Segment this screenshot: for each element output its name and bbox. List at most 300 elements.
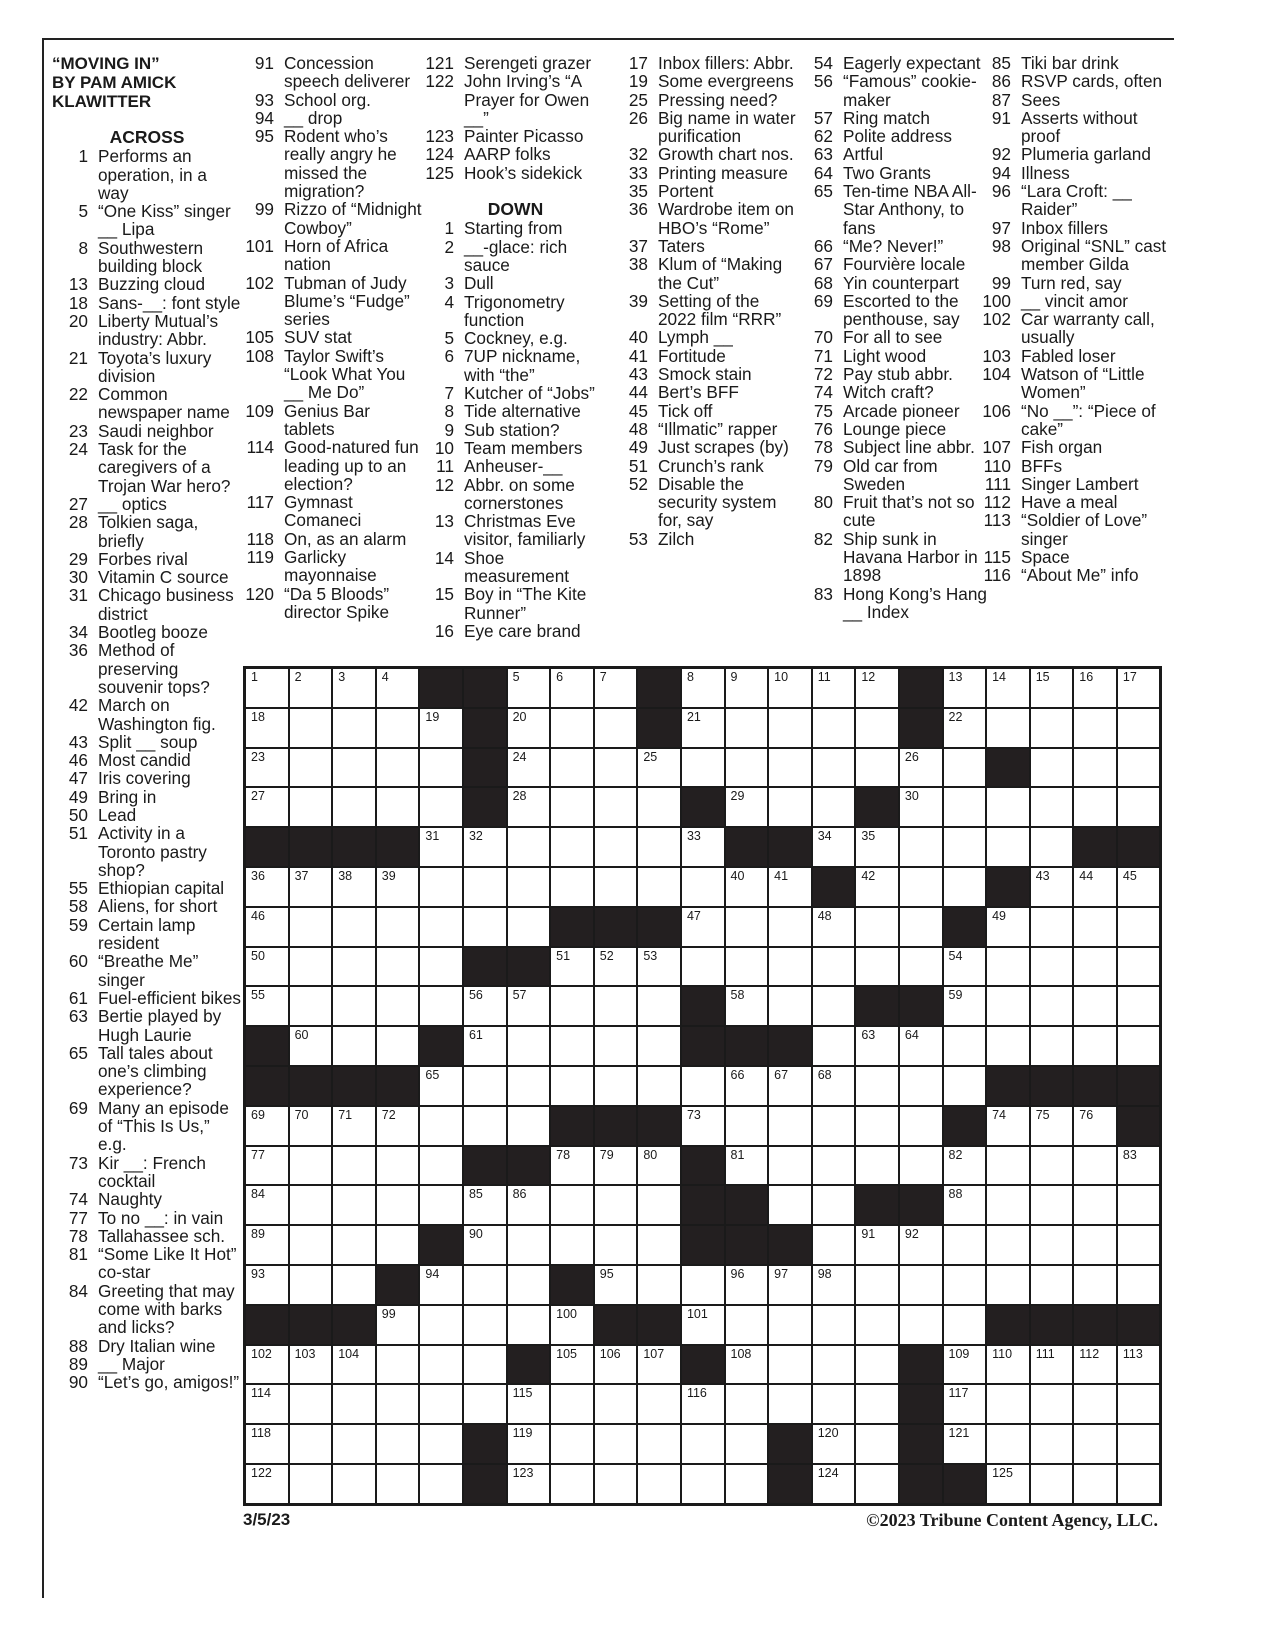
grid-cell[interactable] [637, 986, 681, 1026]
grid-cell[interactable] [245, 1464, 289, 1504]
grid-cell[interactable] [1030, 1106, 1074, 1146]
grid-cell[interactable] [899, 1305, 943, 1345]
grid-cell[interactable] [332, 947, 376, 987]
grid-cell[interactable] [855, 1106, 899, 1146]
grid-cell[interactable] [245, 1345, 289, 1385]
grid-cell[interactable] [943, 1265, 987, 1305]
grid-cell[interactable] [855, 1464, 899, 1504]
grid-cell[interactable] [463, 1026, 507, 1066]
grid-cell[interactable] [245, 1424, 289, 1464]
grid-cell[interactable] [725, 1265, 769, 1305]
grid-cell[interactable] [1117, 1146, 1161, 1186]
grid-cell[interactable] [507, 1384, 551, 1424]
grid-cell[interactable] [812, 986, 856, 1026]
grid-cell[interactable] [986, 1106, 1030, 1146]
grid-cell[interactable] [289, 986, 333, 1026]
grid-cell[interactable] [1073, 1345, 1117, 1385]
grid-cell[interactable] [681, 708, 725, 748]
grid-cell[interactable] [289, 947, 333, 987]
grid-cell[interactable] [899, 1265, 943, 1305]
grid-cell[interactable] [899, 1066, 943, 1106]
grid-cell[interactable] [245, 986, 289, 1026]
grid-cell[interactable] [1117, 748, 1161, 788]
grid-cell[interactable] [986, 907, 1030, 947]
grid-cell[interactable] [1117, 986, 1161, 1026]
grid-cell[interactable] [855, 827, 899, 867]
grid-cell[interactable] [594, 986, 638, 1026]
grid-cell[interactable] [507, 1424, 551, 1464]
grid-cell[interactable] [550, 1185, 594, 1225]
grid-cell[interactable] [1030, 867, 1074, 907]
grid-cell[interactable] [725, 986, 769, 1026]
grid-cell[interactable] [812, 907, 856, 947]
grid-cell[interactable] [419, 1384, 463, 1424]
grid-cell[interactable] [507, 1106, 551, 1146]
grid-cell[interactable] [594, 708, 638, 748]
grid-cell[interactable] [855, 1225, 899, 1265]
grid-cell[interactable] [376, 1146, 420, 1186]
grid-cell[interactable] [332, 1185, 376, 1225]
grid-cell[interactable] [855, 1384, 899, 1424]
grid-cell[interactable] [899, 1026, 943, 1066]
grid-cell[interactable] [550, 1305, 594, 1345]
grid-cell[interactable] [986, 1265, 1030, 1305]
grid-cell[interactable] [419, 907, 463, 947]
grid-cell[interactable] [245, 748, 289, 788]
grid-cell[interactable] [1030, 1464, 1074, 1504]
grid-cell[interactable] [507, 1265, 551, 1305]
grid-cell[interactable] [899, 787, 943, 827]
grid-cell[interactable] [1030, 1424, 1074, 1464]
grid-cell[interactable] [725, 1066, 769, 1106]
grid-cell[interactable] [725, 1305, 769, 1345]
grid-cell[interactable] [1073, 867, 1117, 907]
grid-cell[interactable] [1117, 708, 1161, 748]
grid-cell[interactable] [855, 867, 899, 907]
grid-cell[interactable] [376, 787, 420, 827]
grid-cell[interactable] [1117, 947, 1161, 987]
grid-cell[interactable] [289, 1464, 333, 1504]
grid-cell[interactable] [550, 1345, 594, 1385]
grid-cell[interactable] [725, 907, 769, 947]
grid-cell[interactable] [507, 668, 551, 708]
grid-cell[interactable] [681, 1464, 725, 1504]
grid-cell[interactable] [986, 708, 1030, 748]
grid-cell[interactable] [245, 708, 289, 748]
grid-cell[interactable] [289, 1345, 333, 1385]
grid-cell[interactable] [637, 827, 681, 867]
grid-cell[interactable] [289, 867, 333, 907]
grid-cell[interactable] [943, 748, 987, 788]
grid-cell[interactable] [419, 986, 463, 1026]
grid-cell[interactable] [245, 867, 289, 907]
grid-cell[interactable] [943, 1066, 987, 1106]
grid-cell[interactable] [376, 1345, 420, 1385]
grid-cell[interactable] [376, 867, 420, 907]
grid-cell[interactable] [812, 1106, 856, 1146]
grid-cell[interactable] [1030, 1225, 1074, 1265]
grid-cell[interactable] [594, 947, 638, 987]
grid-cell[interactable] [899, 1146, 943, 1186]
grid-cell[interactable] [768, 907, 812, 947]
grid-cell[interactable] [1117, 1185, 1161, 1225]
grid-cell[interactable] [855, 1265, 899, 1305]
grid-cell[interactable] [681, 1424, 725, 1464]
grid-cell[interactable] [550, 986, 594, 1026]
grid-cell[interactable] [245, 1106, 289, 1146]
grid-cell[interactable] [943, 1146, 987, 1186]
grid-cell[interactable] [812, 1345, 856, 1385]
grid-cell[interactable] [768, 708, 812, 748]
grid-cell[interactable] [637, 867, 681, 907]
grid-cell[interactable] [289, 1384, 333, 1424]
grid-cell[interactable] [1030, 827, 1074, 867]
grid-cell[interactable] [376, 1185, 420, 1225]
grid-cell[interactable] [332, 1384, 376, 1424]
grid-cell[interactable] [1073, 787, 1117, 827]
grid-cell[interactable] [899, 827, 943, 867]
grid-cell[interactable] [812, 1146, 856, 1186]
grid-cell[interactable] [943, 1305, 987, 1345]
grid-cell[interactable] [419, 1305, 463, 1345]
grid-cell[interactable] [1030, 1265, 1074, 1305]
grid-cell[interactable] [332, 907, 376, 947]
grid-cell[interactable] [332, 1225, 376, 1265]
grid-cell[interactable] [943, 787, 987, 827]
grid-cell[interactable] [419, 1424, 463, 1464]
grid-cell[interactable] [681, 1265, 725, 1305]
grid-cell[interactable] [1030, 748, 1074, 788]
grid-cell[interactable] [725, 1106, 769, 1146]
grid-cell[interactable] [1073, 1225, 1117, 1265]
grid-cell[interactable] [289, 1185, 333, 1225]
grid-cell[interactable] [1030, 986, 1074, 1026]
grid-cell[interactable] [507, 748, 551, 788]
grid-cell[interactable] [289, 907, 333, 947]
grid-cell[interactable] [1073, 947, 1117, 987]
grid-cell[interactable] [463, 1265, 507, 1305]
grid-cell[interactable] [419, 827, 463, 867]
grid-cell[interactable] [637, 787, 681, 827]
grid-cell[interactable] [1117, 867, 1161, 907]
grid-cell[interactable] [812, 1424, 856, 1464]
grid-cell[interactable] [812, 748, 856, 788]
grid-cell[interactable] [507, 708, 551, 748]
grid-cell[interactable] [986, 1464, 1030, 1504]
grid-cell[interactable] [419, 1265, 463, 1305]
grid-cell[interactable] [1073, 668, 1117, 708]
grid-cell[interactable] [637, 748, 681, 788]
grid-cell[interactable] [681, 1384, 725, 1424]
grid-cell[interactable] [245, 907, 289, 947]
grid-cell[interactable] [507, 1305, 551, 1345]
grid-cell[interactable] [855, 1424, 899, 1464]
grid-cell[interactable] [376, 1026, 420, 1066]
grid-cell[interactable] [725, 1384, 769, 1424]
grid-cell[interactable] [812, 1265, 856, 1305]
grid-cell[interactable] [332, 986, 376, 1026]
grid-cell[interactable] [289, 1106, 333, 1146]
grid-cell[interactable] [725, 787, 769, 827]
grid-cell[interactable] [507, 1464, 551, 1504]
grid-cell[interactable] [986, 986, 1030, 1026]
grid-cell[interactable] [812, 947, 856, 987]
grid-cell[interactable] [245, 1384, 289, 1424]
grid-cell[interactable] [332, 668, 376, 708]
grid-cell[interactable] [1117, 1424, 1161, 1464]
grid-cell[interactable] [768, 1384, 812, 1424]
grid-cell[interactable] [812, 1384, 856, 1424]
grid-cell[interactable] [376, 748, 420, 788]
grid-cell[interactable] [1030, 1146, 1074, 1186]
grid-cell[interactable] [812, 708, 856, 748]
grid-cell[interactable] [943, 1026, 987, 1066]
grid-cell[interactable] [419, 1464, 463, 1504]
grid-cell[interactable] [419, 748, 463, 788]
grid-cell[interactable] [637, 1225, 681, 1265]
grid-cell[interactable] [637, 1345, 681, 1385]
grid-cell[interactable] [376, 986, 420, 1026]
grid-cell[interactable] [725, 1345, 769, 1385]
grid-cell[interactable] [768, 787, 812, 827]
grid-cell[interactable] [725, 748, 769, 788]
grid-cell[interactable] [855, 1345, 899, 1385]
grid-cell[interactable] [594, 1345, 638, 1385]
grid-cell[interactable] [419, 1066, 463, 1106]
grid-cell[interactable] [1073, 986, 1117, 1026]
grid-cell[interactable] [594, 1384, 638, 1424]
grid-cell[interactable] [332, 867, 376, 907]
grid-cell[interactable] [943, 827, 987, 867]
grid-cell[interactable] [1117, 1345, 1161, 1385]
grid-cell[interactable] [332, 1345, 376, 1385]
grid-cell[interactable] [1073, 907, 1117, 947]
grid-cell[interactable] [1117, 1265, 1161, 1305]
grid-cell[interactable] [419, 787, 463, 827]
grid-cell[interactable] [245, 1265, 289, 1305]
grid-cell[interactable] [812, 1225, 856, 1265]
grid-cell[interactable] [463, 827, 507, 867]
grid-cell[interactable] [681, 1305, 725, 1345]
grid-cell[interactable] [245, 1225, 289, 1265]
grid-cell[interactable] [289, 748, 333, 788]
grid-cell[interactable] [725, 708, 769, 748]
grid-cell[interactable] [1030, 1185, 1074, 1225]
grid-cell[interactable] [463, 867, 507, 907]
grid-cell[interactable] [768, 1185, 812, 1225]
grid-cell[interactable] [899, 947, 943, 987]
grid-cell[interactable] [768, 1066, 812, 1106]
grid-cell[interactable] [550, 867, 594, 907]
grid-cell[interactable] [1117, 1384, 1161, 1424]
grid-cell[interactable] [376, 1464, 420, 1504]
grid-cell[interactable] [332, 1146, 376, 1186]
grid-cell[interactable] [986, 668, 1030, 708]
grid-cell[interactable] [855, 947, 899, 987]
grid-cell[interactable] [332, 1106, 376, 1146]
grid-cell[interactable] [637, 1185, 681, 1225]
grid-cell[interactable] [1030, 787, 1074, 827]
grid-cell[interactable] [1117, 787, 1161, 827]
grid-cell[interactable] [725, 1464, 769, 1504]
grid-cell[interactable] [768, 1345, 812, 1385]
grid-cell[interactable] [550, 947, 594, 987]
grid-cell[interactable] [376, 1384, 420, 1424]
grid-cell[interactable] [594, 827, 638, 867]
grid-cell[interactable] [507, 867, 551, 907]
grid-cell[interactable] [463, 986, 507, 1026]
grid-cell[interactable] [550, 1026, 594, 1066]
grid-cell[interactable] [986, 1185, 1030, 1225]
grid-cell[interactable] [943, 1384, 987, 1424]
grid-cell[interactable] [1073, 1106, 1117, 1146]
grid-cell[interactable] [550, 827, 594, 867]
grid-cell[interactable] [681, 907, 725, 947]
grid-cell[interactable] [507, 827, 551, 867]
grid-cell[interactable] [943, 668, 987, 708]
grid-cell[interactable] [550, 708, 594, 748]
grid-cell[interactable] [768, 1106, 812, 1146]
grid-cell[interactable] [637, 947, 681, 987]
grid-cell[interactable] [1117, 1464, 1161, 1504]
grid-cell[interactable] [289, 1146, 333, 1186]
grid-cell[interactable] [1073, 1464, 1117, 1504]
grid-cell[interactable] [289, 1026, 333, 1066]
grid-cell[interactable] [594, 1225, 638, 1265]
grid-cell[interactable] [463, 1345, 507, 1385]
grid-cell[interactable] [768, 867, 812, 907]
grid-cell[interactable] [768, 668, 812, 708]
grid-cell[interactable] [637, 1265, 681, 1305]
grid-cell[interactable] [332, 1265, 376, 1305]
grid-cell[interactable] [1117, 668, 1161, 708]
grid-cell[interactable] [637, 1146, 681, 1186]
grid-cell[interactable] [594, 668, 638, 708]
grid-cell[interactable] [855, 1066, 899, 1106]
grid-cell[interactable] [1117, 907, 1161, 947]
grid-cell[interactable] [812, 1305, 856, 1345]
grid-cell[interactable] [812, 1066, 856, 1106]
grid-cell[interactable] [855, 1305, 899, 1345]
grid-cell[interactable] [943, 986, 987, 1026]
grid-cell[interactable] [943, 1424, 987, 1464]
grid-cell[interactable] [594, 1424, 638, 1464]
grid-cell[interactable] [463, 1305, 507, 1345]
grid-cell[interactable] [463, 907, 507, 947]
grid-cell[interactable] [812, 827, 856, 867]
grid-cell[interactable] [376, 1305, 420, 1345]
grid-cell[interactable] [768, 1265, 812, 1305]
grid-cell[interactable] [1073, 1185, 1117, 1225]
grid-cell[interactable] [594, 1066, 638, 1106]
grid-cell[interactable] [681, 1106, 725, 1146]
grid-cell[interactable] [332, 787, 376, 827]
grid-cell[interactable] [507, 907, 551, 947]
grid-cell[interactable] [943, 708, 987, 748]
grid-cell[interactable] [899, 867, 943, 907]
grid-cell[interactable] [376, 1225, 420, 1265]
grid-cell[interactable] [812, 1026, 856, 1066]
grid-cell[interactable] [637, 1026, 681, 1066]
grid-cell[interactable] [289, 1265, 333, 1305]
grid-cell[interactable] [376, 708, 420, 748]
grid-cell[interactable] [768, 748, 812, 788]
grid-cell[interactable] [550, 787, 594, 827]
grid-cell[interactable] [1030, 1026, 1074, 1066]
grid-cell[interactable] [376, 947, 420, 987]
grid-cell[interactable] [332, 708, 376, 748]
grid-cell[interactable] [943, 947, 987, 987]
grid-cell[interactable] [1073, 1026, 1117, 1066]
grid-cell[interactable] [289, 787, 333, 827]
grid-cell[interactable] [986, 1026, 1030, 1066]
grid-cell[interactable] [332, 1424, 376, 1464]
grid-cell[interactable] [594, 1265, 638, 1305]
grid-cell[interactable] [507, 1026, 551, 1066]
grid-cell[interactable] [1030, 708, 1074, 748]
grid-cell[interactable] [507, 787, 551, 827]
grid-cell[interactable] [899, 907, 943, 947]
grid-cell[interactable] [899, 1225, 943, 1265]
grid-cell[interactable] [943, 1225, 987, 1265]
grid-cell[interactable] [637, 1424, 681, 1464]
grid-cell[interactable] [550, 748, 594, 788]
grid-cell[interactable] [550, 668, 594, 708]
grid-cell[interactable] [245, 668, 289, 708]
grid-cell[interactable] [943, 1185, 987, 1225]
grid-cell[interactable] [855, 748, 899, 788]
grid-cell[interactable] [812, 787, 856, 827]
grid-cell[interactable] [986, 947, 1030, 987]
grid-cell[interactable] [507, 1185, 551, 1225]
grid-cell[interactable] [637, 1066, 681, 1106]
grid-cell[interactable] [463, 1066, 507, 1106]
grid-cell[interactable] [1073, 1424, 1117, 1464]
grid-cell[interactable] [245, 1185, 289, 1225]
grid-cell[interactable] [899, 748, 943, 788]
grid-cell[interactable] [594, 748, 638, 788]
grid-cell[interactable] [419, 708, 463, 748]
grid-cell[interactable] [986, 1146, 1030, 1186]
grid-cell[interactable] [594, 867, 638, 907]
grid-cell[interactable] [419, 1345, 463, 1385]
grid-cell[interactable] [768, 1146, 812, 1186]
grid-cell[interactable] [550, 1066, 594, 1106]
grid-cell[interactable] [812, 1464, 856, 1504]
grid-cell[interactable] [768, 947, 812, 987]
grid-cell[interactable] [594, 1146, 638, 1186]
grid-cell[interactable] [376, 907, 420, 947]
grid-cell[interactable] [507, 1225, 551, 1265]
grid-cell[interactable] [681, 827, 725, 867]
grid-cell[interactable] [855, 708, 899, 748]
grid-cell[interactable] [986, 1424, 1030, 1464]
grid-cell[interactable] [419, 1106, 463, 1146]
grid-cell[interactable] [1117, 1225, 1161, 1265]
grid-cell[interactable] [855, 1146, 899, 1186]
grid-cell[interactable] [550, 1464, 594, 1504]
grid-cell[interactable] [594, 787, 638, 827]
grid-cell[interactable] [768, 986, 812, 1026]
grid-cell[interactable] [855, 1026, 899, 1066]
grid-cell[interactable] [899, 1106, 943, 1146]
grid-cell[interactable] [289, 668, 333, 708]
grid-cell[interactable] [463, 1225, 507, 1265]
grid-cell[interactable] [1030, 1384, 1074, 1424]
grid-cell[interactable] [332, 1464, 376, 1504]
grid-cell[interactable] [855, 907, 899, 947]
grid-cell[interactable] [1030, 947, 1074, 987]
